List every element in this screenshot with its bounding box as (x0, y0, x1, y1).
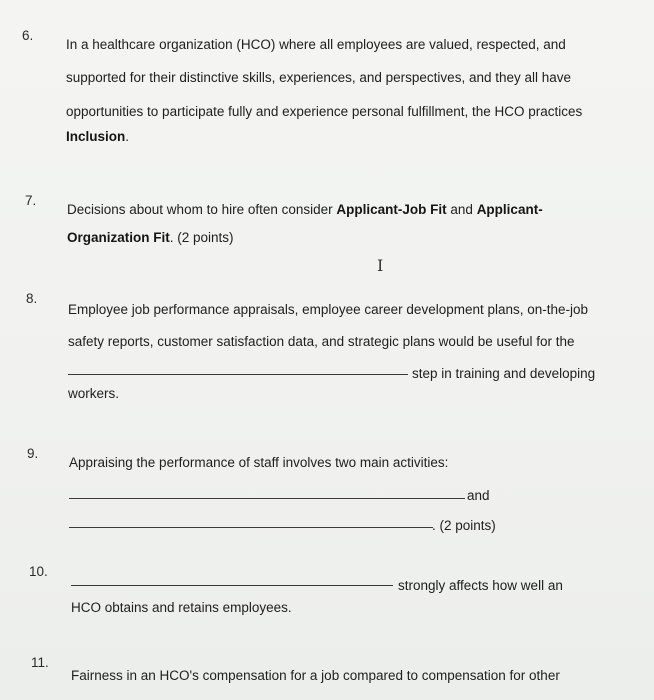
question-10-last-line: HCO obtains and retains employees. (71, 600, 292, 615)
question-11-number: 11. (31, 655, 49, 670)
question-7-number: 7. (25, 193, 37, 208)
question-7-answer-2-start: Applicant- (476, 202, 543, 217)
text-cursor-icon: I (377, 256, 384, 275)
question-6-answer-line (66, 129, 129, 144)
question-7-answer-2-end: Organization Fit (67, 230, 170, 245)
question-6-answer: Inclusion (66, 129, 126, 144)
question-9-number: 9. (27, 446, 39, 461)
question-6-number: 6. (22, 28, 34, 43)
question-8-line-1: Employee job performance appraisals, employee career development plans, on-the-job (68, 302, 589, 317)
question-7-text-b: and (446, 202, 477, 217)
question-6-line-1: In a healthcare organization (HCO) where all employees are valued, respected, and (66, 37, 566, 52)
question-7-answer-1: Applicant-Job Fit (336, 202, 447, 217)
question-8-after-blank: step in training and developing (412, 366, 596, 381)
question-9-line: Appraising the performance of staff involves two main activities: (69, 455, 449, 470)
question-6-line-2: supported for their distinctive skills, experiences, and perspectives, and they all have (66, 70, 572, 85)
question-8-number: 8. (26, 291, 38, 306)
question-8-line-2: safety reports, customer satisfaction data, and strategic plans would be useful for the (68, 334, 575, 349)
question-10-after-blank: strongly affects how well an (398, 578, 563, 593)
question-11-line: Fairness in an HCO's compensation for a job compared to compensation for other (71, 668, 560, 683)
question-9-after-blank-1: and (467, 488, 490, 503)
question-7-text-a: Decisions about whom to hire often consider (67, 202, 337, 217)
question-7-points: . (2 points) (169, 230, 234, 245)
question-6-period: . (125, 129, 130, 144)
question-10-number: 10. (29, 564, 48, 579)
question-7-line-1 (67, 202, 543, 217)
question-7-line-2 (67, 230, 234, 245)
question-9-after-blank-2: . (2 points) (432, 518, 496, 533)
question-8-blank[interactable] (68, 374, 408, 375)
question-10-blank[interactable] (71, 585, 393, 586)
question-9-blank-2[interactable] (69, 527, 433, 528)
question-8-last-line: workers. (68, 386, 120, 401)
question-6-line-3: opportunities to participate fully and experience personal fulfillment, the HCO practices (66, 104, 583, 119)
question-9-blank-1[interactable] (69, 498, 465, 499)
